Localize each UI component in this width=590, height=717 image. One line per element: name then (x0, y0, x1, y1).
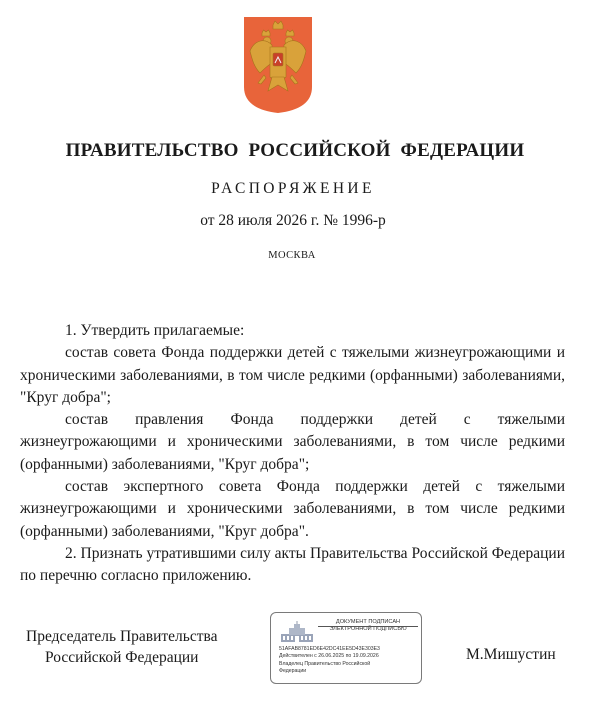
signatory-position-line: Председатель Правительства (26, 628, 218, 645)
paragraph: состав правления Фонда поддержки детей с тяжелыми жизнеугрожающими и хроническими заболеваниями, в том числе редкими (орфанными) заболеваниями, "Круг добра"; (20, 411, 565, 473)
stamp-details (279, 646, 419, 676)
signatory-position (26, 626, 218, 668)
paragraph: состав экспертного совета Фонда поддержки детей с тяжелыми жизнеугрожающими и хроническими заболеваниями, в том числе редкими (орфанными) заболеваниями, "Круг добра". (20, 478, 565, 540)
russian-coat-of-arms-icon (242, 15, 314, 115)
stamp-owner: Владелец Правительство Российской (279, 660, 371, 667)
stamp-validity: Действителен с 26.06.2025 по 19.09.2026 (279, 653, 379, 660)
government-building-icon (280, 621, 314, 643)
document-type: РАСПОРЯЖЕНИЕ (211, 180, 375, 197)
stamp-certificate: 51AFAB8781ED6E42DC41EE5D43E303E3 (279, 646, 380, 652)
government-title: ПРАВИТЕЛЬСТВО РОССИЙСКОЙ ФЕДЕРАЦИИ (65, 140, 525, 161)
electronic-signature-stamp (270, 612, 422, 684)
paragraph: 2. Признать утратившими силу акты Правительства Российской Федерации по перечню согласно приложению. (20, 544, 565, 585)
paragraph: 1. Утвердить прилагаемые: (65, 322, 245, 339)
document-body (20, 320, 565, 588)
document-city: МОСКВА (268, 250, 316, 261)
stamp-divider (318, 626, 418, 627)
paragraph: состав совета Фонда поддержки детей с тяжелыми жизнеугрожающими и хроническими заболеваниями, в том числе редкими (орфанными) заболеваниями, "Круг добра"; (20, 344, 565, 406)
signatory-name: М.Мишустин (466, 646, 556, 663)
stamp-title: ДОКУМЕНТ ПОДПИСАН ЭЛЕКТРОННОЙ ПОДПИСЬЮ (329, 619, 407, 632)
signatory-position-line: Российской Федерации (45, 649, 199, 666)
document-date-number: от 28 июля 2026 г. № 1996-р (200, 212, 386, 229)
stamp-owner: Федерации (279, 668, 307, 675)
